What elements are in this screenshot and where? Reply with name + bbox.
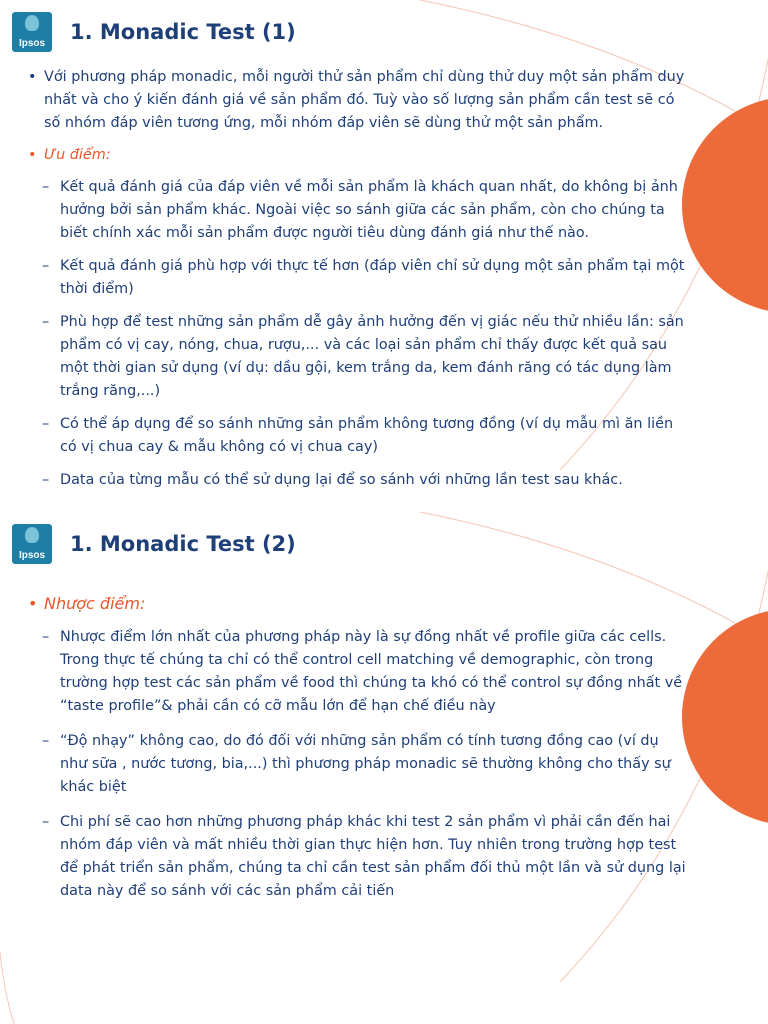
slide-title: 1. Monadic Test (2)	[70, 532, 296, 556]
slide-content	[26, 66, 686, 502]
slide-title: 1. Monadic Test (1)	[70, 20, 296, 44]
list-item: – Data của từng mẫu có thể sử dụng lại để so sánh với những lần test sau khác.	[26, 469, 686, 492]
slide-2	[0, 512, 768, 1024]
list-item: – Chi phí sẽ cao hơn những phương pháp khác khi test 2 sản phẩm vì phải cần đến hai nhóm đáp viên và mất nhiều thời gian thực hiện hơn. Tuy nhiên trong trường hợp test để phát triển sản phẩm, chúng ta chỉ cần test sản phẩm đối thủ một lần và sử dụng lại data này để so sánh với các sản phẩm cải tiến	[26, 811, 686, 903]
intro-bullet: • Với phương pháp monadic, mỗi người thử sản phẩm chỉ dùng thử duy một sản phẩm duy nhất và cho ý kiến đánh giá về sản phẩm đó. Tuỳ vào số lượng sản phẩm cần test sẽ có số nhóm đáp viên tương ứng, mỗi nhóm đáp viên sẽ dùng thử một sản phẩm.	[26, 66, 686, 135]
list-item: – “Độ nhạy” không cao, do đó đối với những sản phẩm có tính tương đồng cao (ví dụ như sữa , nước tương, bia,...) thì phương pháp monadic sẽ thường không cho thấy sự khác biệt	[26, 730, 686, 799]
list-item: – Nhược điểm lớn nhất của phương pháp này là sự đồng nhất về profile giữa các cells. Trong thực tế chúng ta chỉ có thể control cell matching về demographic, còn trong trường hợp test các sản phẩm về food thì chúng ta khó có thể control sự đồng nhất về “taste profile”& phải cần có cỡ mẫu lớn để hạn chế điều này	[26, 626, 686, 718]
list-item: – Kết quả đánh giá của đáp viên về mỗi sản phẩm là khách quan nhất, do không bị ảnh hưởng bởi sản phẩm khác. Ngoài việc so sánh giữa các sản phẩm, còn cho chúng ta biết chính xác mỗi sản phẩm được người tiêu dùng đánh giá như thế nào.	[26, 176, 686, 245]
disadvantages-heading: • Nhược điểm:	[26, 592, 686, 615]
list-item: – Kết quả đánh giá phù hợp với thực tế hơn (đáp viên chỉ sử dụng một sản phẩm tại một thời điểm)	[26, 255, 686, 301]
advantages-heading: • Ưu điểm:	[26, 144, 686, 167]
list-item: – Phù hợp để test những sản phẩm dễ gây ảnh hưởng đến vị giác nếu thử nhiều lần: sản phẩm có vị cay, nóng, chua, rượu,... và các loại sản phẩm chỉ thấy được kết quả sau một thời gian sử dụng (ví dụ: dầu gội, kem trắng da, kem đánh răng có tác dụng làm trắng răng,...)	[26, 311, 686, 403]
ipsos-logo: Ipsos	[12, 524, 52, 564]
slide-content	[26, 592, 686, 913]
list-item: – Có thể áp dụng để so sánh những sản phẩm không tương đồng (ví dụ mẫu mì ăn liền có vị chua cay & mẫu không có vị chua cay)	[26, 413, 686, 459]
ipsos-logo: Ipsos	[12, 12, 52, 52]
